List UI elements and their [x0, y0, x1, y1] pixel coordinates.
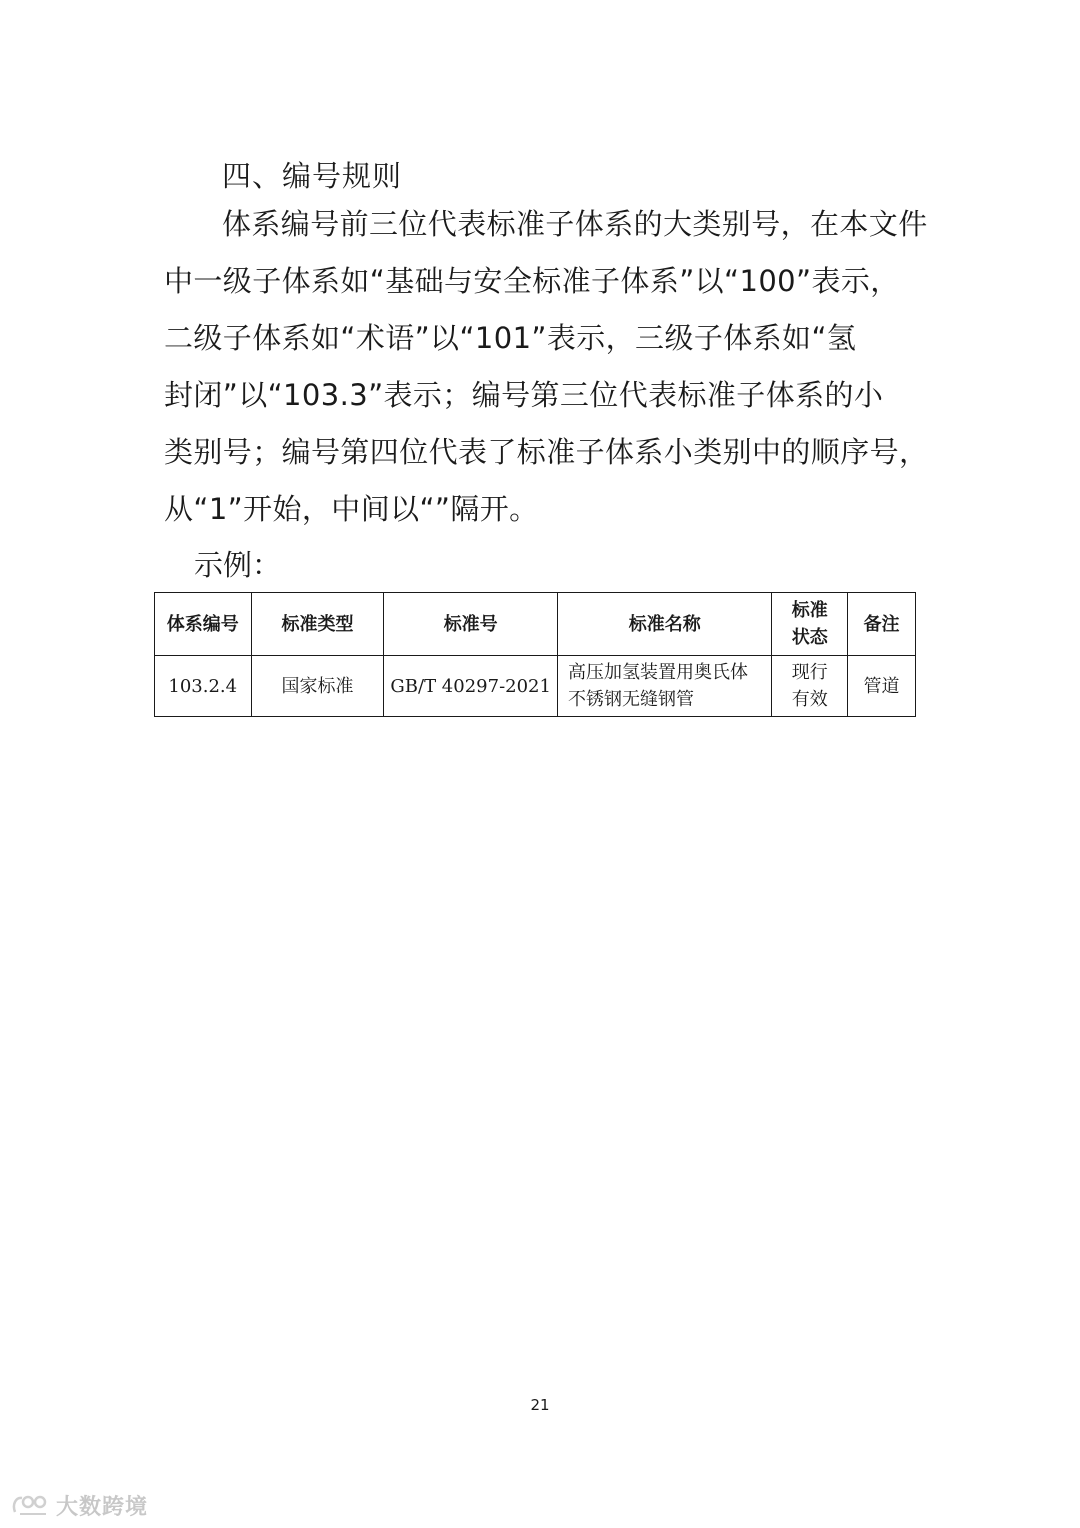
- header-cell: 标准类型: [251, 593, 384, 656]
- watermark-logo-icon: [10, 1492, 52, 1518]
- paragraph-line: 从“1”开始，中间以“”隔开。: [164, 492, 539, 526]
- paragraph-line: 二级子体系如“术语”以“101”表示，三级子体系如“氢: [164, 321, 857, 355]
- table-cell: 103.2.4: [155, 656, 252, 717]
- table-cell: 国家标准: [251, 656, 384, 717]
- header-cell: 标准名称: [557, 593, 772, 656]
- heading: 四、编号规则: [222, 159, 403, 193]
- paragraph-line: 类别号；编号第四位代表了标准子体系小类别中的顺序号，: [164, 435, 929, 469]
- paragraph-line: 中一级子体系如“基础与安全标准子体系”以“100”表示，: [164, 264, 900, 298]
- example-label: 示例：: [194, 548, 282, 582]
- table-cell: 高压加氢装置用奥氏体 不锈钢无缝钢管: [557, 656, 772, 717]
- table-cell: GB/T 40297-2021: [384, 656, 558, 717]
- header-cell: 标准 状态: [772, 593, 848, 656]
- table-row: [155, 656, 916, 717]
- standards-table: [154, 592, 916, 717]
- page-number: 21: [530, 1396, 550, 1414]
- paragraph-line: 封闭”以“103.3”表示；编号第三位代表标准子体系的小: [164, 378, 884, 412]
- header-cell: 备注: [848, 593, 916, 656]
- table-header-row: [155, 593, 916, 656]
- table-cell: 管道: [848, 656, 916, 717]
- header-cell: 标准号: [384, 593, 558, 656]
- header-cell: 体系编号: [155, 593, 252, 656]
- table-cell: 现行 有效: [772, 656, 848, 717]
- watermark: [10, 1490, 148, 1520]
- paragraph-line: 体系编号前三位代表标准子体系的大类别号，在本文件: [222, 207, 928, 241]
- watermark-text: 大数跨境: [56, 1494, 149, 1520]
